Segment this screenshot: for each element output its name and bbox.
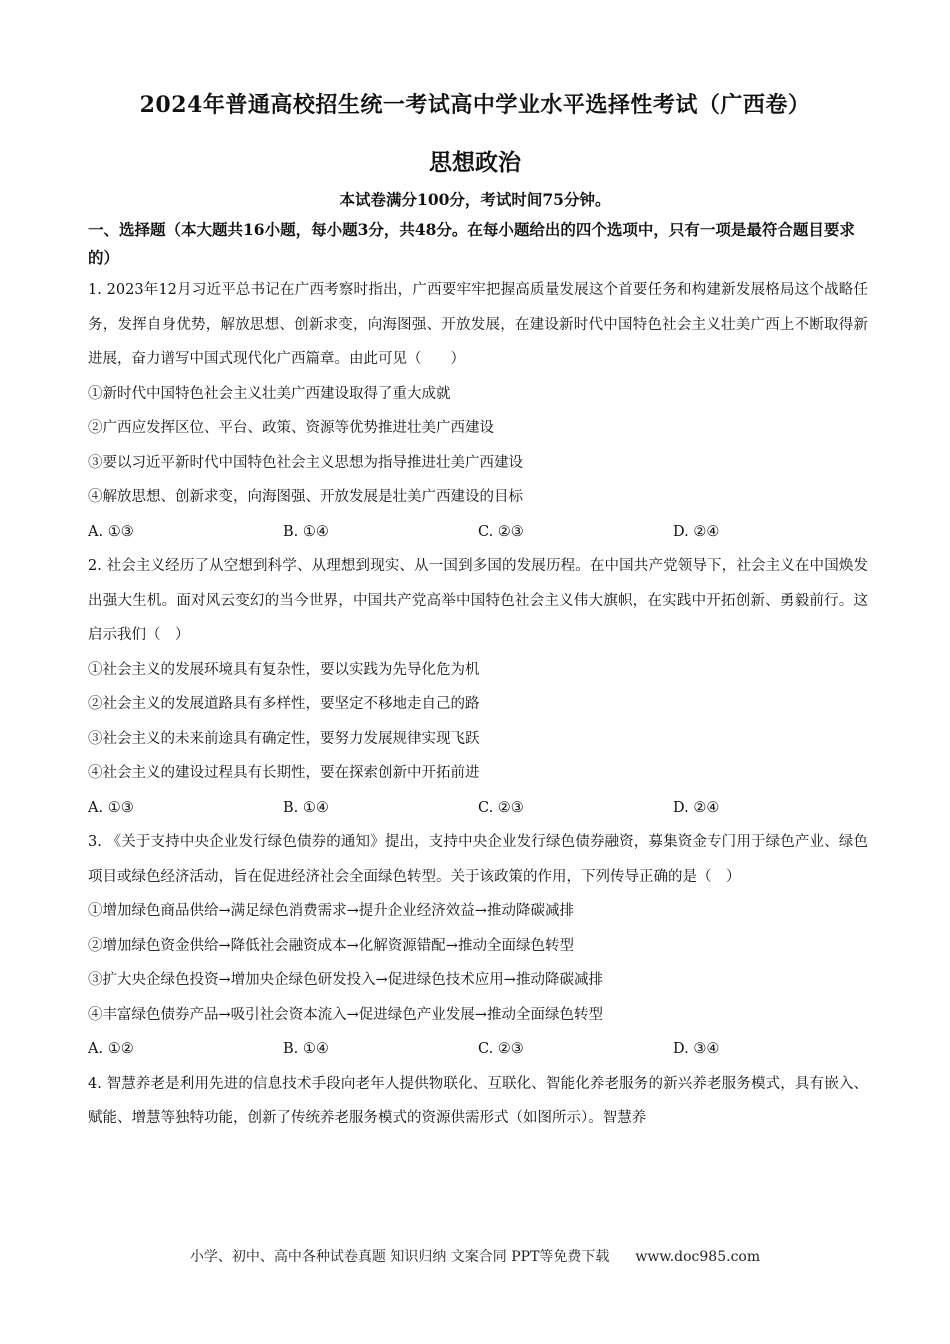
choice-d: D. ②④ xyxy=(673,799,720,816)
question-stem: 4. 智慧养老是利用先进的信息技术手段向老年人提供物联化、互联化、智能化养老服务的新兴养老服务模式，具有嵌入、赋能、增慧等独特功能，创新了传统养老服务模式的资源供需形式（如图所示）。智慧养 xyxy=(88,1075,868,1126)
exam-title: 2024年普通高校招生统一考试高中学业水平选择性考试（广西卷） xyxy=(139,92,811,118)
page-footer xyxy=(0,1246,950,1266)
choice-b: B. ①④ xyxy=(283,1041,329,1057)
statement-option: ①社会主义的发展环境具有复杂性，要以实践为先导化危为机 xyxy=(88,661,480,678)
choice-c: C. ②③ xyxy=(478,1041,524,1057)
question-stem: 3. 《关于支持中央企业发行绿色债券的通知》提出，支持中央企业发行绿色债券融资，募集资金专门用于绿色产业、绿色项目或绿色经济活动，旨在促进经济社会全面绿色转型。关于该政策的作用，下列传导正确的是（ ） xyxy=(88,834,868,885)
statement-option: ①增加绿色商品供给→满足绿色消费需求→提升企业经济效益→推动降碳减排 xyxy=(88,903,574,919)
question-2 xyxy=(88,549,868,825)
statement-option: ③扩大央企绿色投资→增加央企绿色研发投入→促进绿色技术应用→推动降碳减排 xyxy=(88,972,603,988)
choice-c: C. ②③ xyxy=(478,799,524,816)
statement-option: ①新时代中国特色社会主义壮美广西建设取得了重大成就 xyxy=(88,385,451,402)
answer-choices xyxy=(88,515,868,550)
statement-option: ②广西应发挥区位、平台、政策、资源等优势推进壮美广西建设 xyxy=(88,420,494,436)
subject-title: 思想政治 xyxy=(429,149,521,176)
answer-choices xyxy=(88,1032,868,1067)
footer-text: 小学、初中、高中各种试卷真题 知识归纳 文案合同 PPT等免费下载 xyxy=(189,1249,610,1265)
statement-option: ④社会主义的建设过程具有长期性，要在探索创新中开拓前进 xyxy=(88,765,480,781)
choice-d: D. ③④ xyxy=(673,1041,720,1057)
choice-d: D. ②④ xyxy=(673,523,720,540)
question-3 xyxy=(88,825,868,1067)
question-list xyxy=(88,273,868,1136)
section-heading: 一、选择题（本大题共16小题，每小题3分，共48分。在每小题给出的四个选项中，只有一项是最符合题目要求的） xyxy=(88,220,855,267)
choice-a: A. ①② xyxy=(88,1041,134,1057)
statement-option: ④丰富绿色债券产品→吸引社会资本流入→促进绿色产业发展→推动全面绿色转型 xyxy=(88,1006,603,1023)
choice-b: B. ①④ xyxy=(283,799,329,816)
statement-option: ②社会主义的发展道路具有多样性，要坚定不移地走自己的路 xyxy=(88,696,480,712)
question-stem: 1. 2023年12月习近平总书记在广西考察时指出，广西要牢牢把握高质量发展这个首要任务和构建新发展格局这个战略任务，发挥自身优势，解放思想、创新求变，向海图强、开放发展，在建设新时代中国特色社会主义壮美广西上不断取得新进展，奋力谱写中国式现代化广西篇章。由此可见（ ） xyxy=(88,282,868,367)
choice-a: A. ①③ xyxy=(88,523,134,540)
question-4 xyxy=(88,1067,868,1136)
question-1 xyxy=(88,273,868,549)
question-stem: 2. 社会主义经历了从空想到科学、从理想到现实、从一国到多国的发展历程。在中国共产党领导下，社会主义在中国焕发出强大生机。面对风云变幻的当今世界，中国共产党高举中国特色社会主义伟大旗帜，在实践中开拓创新、勇毅前行。这启示我们（ ） xyxy=(88,558,868,643)
exam-info: 本试卷满分100分，考试时间75分钟。 xyxy=(339,190,611,209)
answer-choices xyxy=(88,791,868,826)
statement-option: ③社会主义的未来前途具有确定性，要努力发展规律实现飞跃 xyxy=(88,730,480,747)
statement-option: ④解放思想、创新求变，向海图强、开放发展是壮美广西建设的目标 xyxy=(88,489,523,505)
statement-option: ②增加绿色资金供给→降低社会融资成本→化解资源错配→推动全面绿色转型 xyxy=(88,937,574,954)
footer-url: www.doc985.com xyxy=(635,1249,761,1265)
choice-c: C. ②③ xyxy=(478,523,524,540)
statement-option: ③要以习近平新时代中国特色社会主义思想为指导推进壮美广西建设 xyxy=(88,454,523,471)
choice-b: B. ①④ xyxy=(283,523,329,540)
choice-a: A. ①③ xyxy=(88,799,134,816)
